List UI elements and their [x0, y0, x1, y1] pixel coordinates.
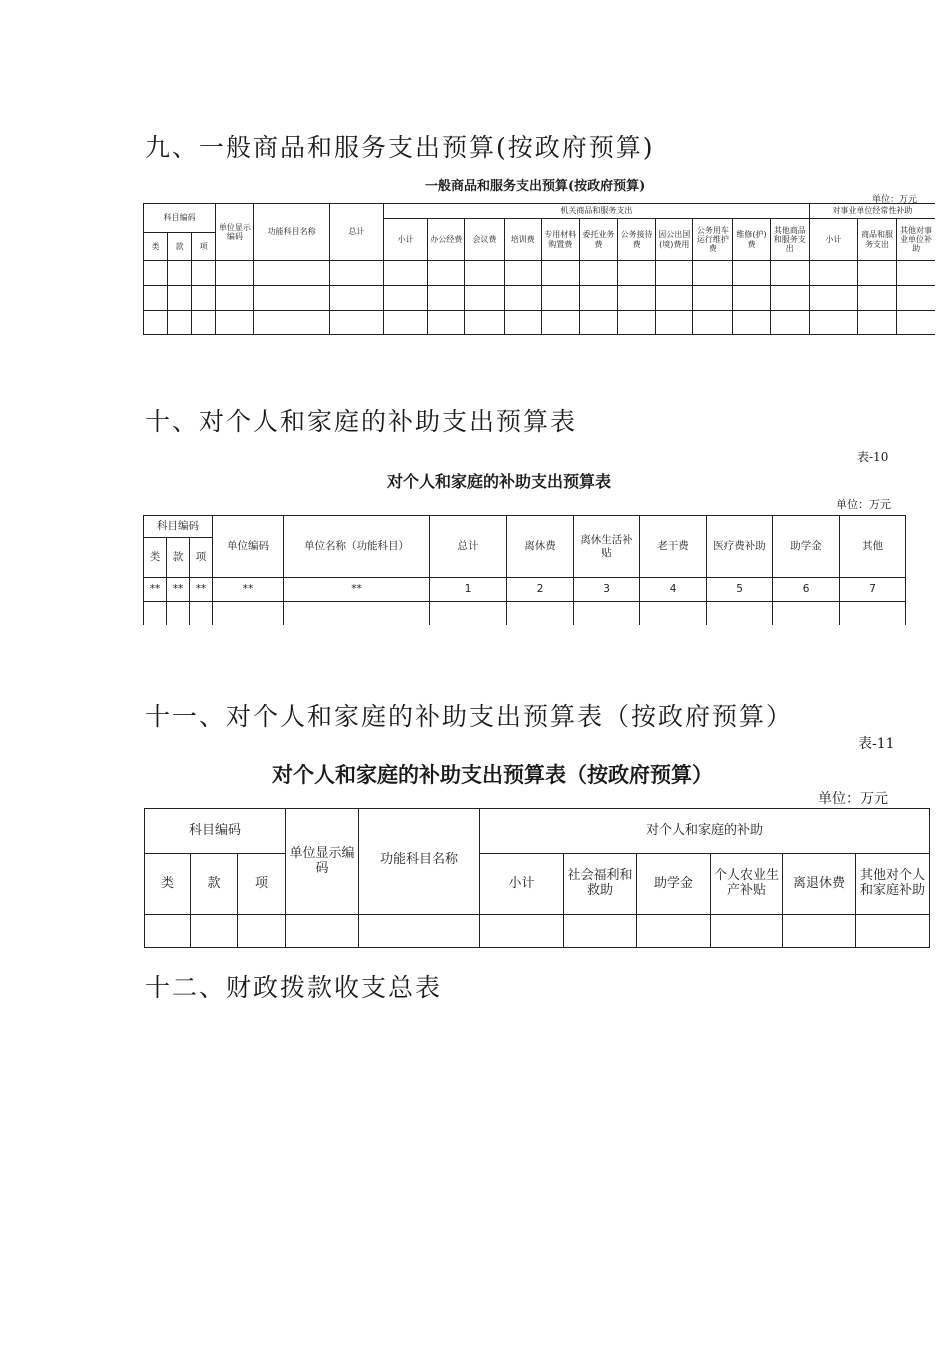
- header-total: 总计: [430, 516, 507, 578]
- header-unit-display-code: 单位显示编码: [286, 809, 359, 915]
- section9-unit: 单位：万元: [872, 195, 918, 205]
- row-cell: 7: [840, 578, 906, 602]
- section9-table-title: 一般商品和服务支出预算(按政府预算): [425, 179, 646, 194]
- section10-heading: 十、对个人和家庭的补助支出预算表: [145, 407, 578, 436]
- row-cell: **: [167, 578, 190, 602]
- row-cell: 4: [640, 578, 707, 602]
- table-row: [145, 915, 930, 948]
- header-subtotal: 小计: [480, 854, 564, 915]
- header-retirement: 离退休费: [783, 854, 856, 915]
- header-scholarship: 助学金: [637, 854, 711, 915]
- header-training: 培训费: [504, 219, 541, 261]
- header-unit-code: 单位编码: [213, 516, 284, 578]
- header-subject-code: 科目编码: [145, 809, 286, 854]
- section11-table-title: 对个人和家庭的补助支出预算表（按政府预算）: [272, 762, 713, 787]
- header-social-welfare: 社会福利和救助: [564, 854, 637, 915]
- section10-table-title: 对个人和家庭的补助支出预算表: [387, 472, 612, 491]
- header-unit-display-code: 单位显示编码: [216, 204, 254, 261]
- row-cell: 5: [707, 578, 773, 602]
- header-goods-services2: 商品和服务支出: [857, 219, 896, 261]
- header-lei: 类: [145, 854, 191, 915]
- header-retirement: 离休费: [507, 516, 574, 578]
- header-scholarship: 助学金: [773, 516, 840, 578]
- table-row: [144, 311, 936, 335]
- section10-table: [143, 515, 906, 625]
- table-row: [144, 578, 906, 602]
- row-cell: **: [284, 578, 430, 602]
- header-other-pi: 其他对事业单位补助: [897, 219, 935, 261]
- header-office: 办公经费: [428, 219, 465, 261]
- header-public-institution: 对事业单位经常性补助: [809, 204, 935, 219]
- header-agri-subsidy: 个人农业生产补贴: [711, 854, 783, 915]
- table-row: [144, 261, 936, 286]
- header-subtotal2: 小计: [809, 219, 857, 261]
- header-org-goods-services: 机关商品和服务支出: [384, 204, 810, 219]
- header-function-subject-name: 功能科目名称: [359, 809, 480, 915]
- header-meeting: 会议费: [465, 219, 504, 261]
- header-total: 总计: [329, 204, 383, 261]
- header-lei: 类: [144, 538, 167, 578]
- section12-heading: 十二、财政拨款收支总表: [145, 973, 443, 1002]
- header-subject-code: 科目编码: [144, 516, 213, 538]
- header-other: 其他: [840, 516, 906, 578]
- header-xiang: 项: [192, 233, 216, 261]
- section11-heading: 十一、对个人和家庭的补助支出预算表（按政府预算）: [145, 702, 794, 731]
- header-kuan: 款: [168, 233, 192, 261]
- header-veteran: 老干费: [640, 516, 707, 578]
- header-xiang: 项: [190, 538, 213, 578]
- section9-heading: 九、一般商品和服务支出预算(按政府预算): [145, 133, 655, 162]
- header-function-subject-name: 功能科目名称: [254, 204, 329, 261]
- header-vehicle: 公务用车运行维护费: [693, 219, 733, 261]
- row-cell: 3: [574, 578, 640, 602]
- section11-table-number: 表-11: [858, 736, 895, 752]
- header-abroad: 因公出国(境)费用: [656, 219, 693, 261]
- header-other-subsidy: 其他对个人和家庭补助: [856, 854, 930, 915]
- row-cell: 1: [430, 578, 507, 602]
- header-subtotal: 小计: [384, 219, 428, 261]
- section9-table: [143, 203, 935, 335]
- header-medical: 医疗费补助: [707, 516, 773, 578]
- header-maintenance: 维修(护)费: [733, 219, 770, 261]
- header-unit-name: 单位名称（功能科目）: [284, 516, 430, 578]
- table-row: [144, 286, 936, 311]
- header-lei: 类: [144, 233, 168, 261]
- header-xiang: 项: [238, 854, 286, 915]
- header-reception: 公务接待费: [617, 219, 655, 261]
- header-other-goods: 其他商品和服务支出: [770, 219, 809, 261]
- header-commission: 委托业务费: [579, 219, 617, 261]
- header-kuan: 款: [191, 854, 238, 915]
- table-row: [144, 602, 906, 625]
- section10-unit: 单位：万元: [836, 498, 891, 511]
- row-cell: 2: [507, 578, 574, 602]
- row-cell: **: [190, 578, 213, 602]
- header-subject-code: 科目编码: [144, 204, 216, 233]
- row-cell: **: [144, 578, 167, 602]
- section10-table-number: 表-10: [857, 450, 889, 464]
- row-cell: **: [213, 578, 284, 602]
- section11-table: [144, 808, 930, 948]
- header-materials: 专用材料购置费: [541, 219, 579, 261]
- header-retirement-living: 离休生活补贴: [574, 516, 640, 578]
- header-kuan: 款: [167, 538, 190, 578]
- header-subsidy: 对个人和家庭的补助: [480, 809, 930, 854]
- section11-unit: 单位：万元: [818, 791, 888, 807]
- row-cell: 6: [773, 578, 840, 602]
